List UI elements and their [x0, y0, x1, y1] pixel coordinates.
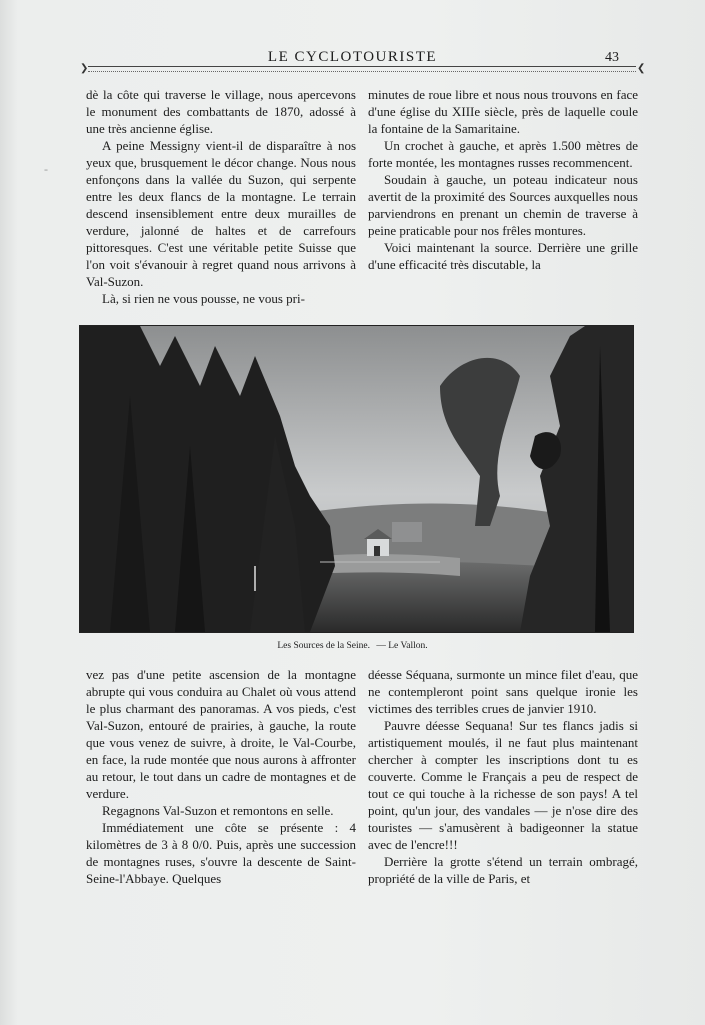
text-column-top-left — [86, 86, 356, 307]
page-number: 43 — [605, 50, 619, 65]
header-rule — [88, 66, 636, 72]
paragraph: A peine Messigny vient-il de disparaître à nos yeux que, brusquement le décor change. Nous nous enfonçons dans la vallée du Suzon, qui serpente entre les deux flancs de la montagne. Le terrain descend insensiblement entre deux murailles de verdure, jalonné de haltes et de carrefours pittoresques. C'est une véritable petite Suisse que l'on voit s'évanouir à regret quand nous arrivons à Val-Suzon. — [86, 138, 356, 289]
caption-subtitle: — Le Vallon. — [376, 641, 428, 651]
paragraph: Voici maintenant la source. Derrière une grille d'une efficacité très discutable, la — [368, 240, 638, 272]
rule-ornament-left: ❯ — [80, 63, 89, 74]
rule-ornament-right: ❮ — [637, 63, 646, 74]
text-column-top-right — [368, 86, 638, 273]
text-column-bottom-right — [368, 666, 638, 887]
paragraph: Un crochet à gauche, et après 1.500 mètres de forte montée, les montagnes russes recommencent. — [368, 138, 638, 170]
photo-illustration — [80, 326, 633, 632]
paragraph: Pauvre déesse Sequana! Sur tes flancs jadis si artistiquement moulés, il ne faut plus maintenant chercher à compter les inscriptions dont tu es couverte. Comme le Français a peu de respect de tout ce qui touche à la richesse de son pays! A tel point, qu'un jour, des vandales — je n'ose dire des touristes — s'amusèrent à badigeonner la statue avec de l'encre!!! — [368, 718, 638, 852]
caption-title: Les Sources de la Seine. — [277, 641, 370, 651]
paragraph: Soudain à gauche, un poteau indicateur nous avertit de la proximité des Sources auxquelles nous parviendrons en prenant un chemin de traverse à peine praticable pour nos frêles montures. — [368, 172, 638, 238]
paragraph: minutes de roue libre et nous nous trouvons en face d'une église du XIIIe siècle, près de laquelle coule la fontaine de la Samaritaine. — [368, 87, 638, 136]
paragraph: Là, si rien ne vous pousse, ne vous pri- — [102, 291, 305, 306]
running-header-title: LE CYCLOTOURISTE — [267, 49, 438, 65]
paragraph: déesse Séquana, surmonte un mince filet d'eau, que ne contempleront point sans quelque ironie les victimes des terribles crues de janvier 1910. — [368, 667, 638, 716]
paragraph: Regagnons Val-Suzon et remontons en selle. — [102, 803, 334, 818]
paragraph: Immédiatement une côte se présente : 4 kilomètres de 3 à 8 0/0. Puis, après une succession de montagnes ruses, s'ouvre la descente de Saint-Seine-l'Abbaye. Quelques — [86, 820, 356, 886]
paragraph: Derrière la grotte s'étend un terrain ombragé, propriété de la ville de Paris, et — [368, 854, 638, 886]
photo-caption — [0, 641, 705, 651]
text-column-bottom-left — [86, 666, 356, 887]
paragraph: vez pas d'une petite ascension de la montagne abrupte qui vous conduira au Chalet où vous attend le plus charmant des panoramas. A vos pieds, c'est Val-Suzon, entouré de prairies, à gauche, la route que vous venez de suivre, à droite, le Val-Courbe, en face, la rude montée que nous aurons à affronter au retour, le tout dans un cadre de montagnes et de verdure. — [86, 667, 356, 801]
paragraph: dè la côte qui traverse le village, nous apercevons le monument des combattants de 1870, adossé à une très ancienne église. — [86, 87, 356, 136]
landscape-photo — [79, 325, 634, 633]
margin-mark: - — [44, 162, 48, 176]
